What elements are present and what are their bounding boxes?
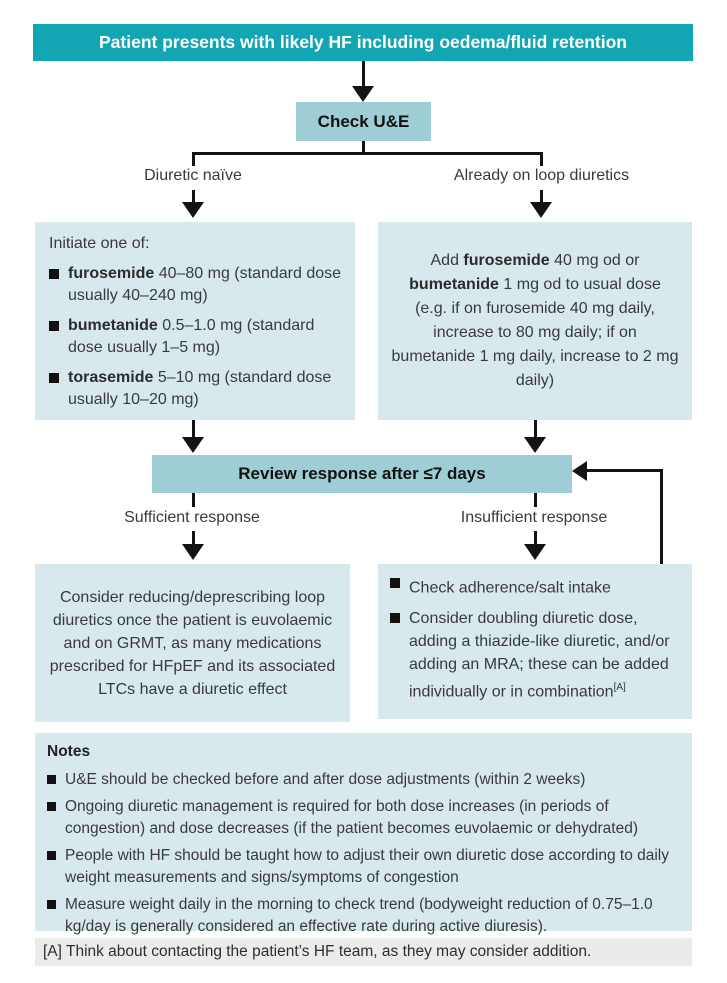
down-arrow-icon (182, 437, 204, 453)
drug-dose: 5–10 mg (standard dose usually 10–20 mg) (68, 369, 332, 408)
list-item (49, 263, 345, 307)
branch-label-diuretic-naive: Diuretic naïve (144, 167, 242, 184)
list-item (49, 367, 345, 411)
note-item-text: Ongoing diuretic management is required for both dose increases (in periods of congestion) and dose decreases (if the patient becomes euvolaemic or dehydrated) (65, 798, 638, 837)
bullet-square-icon (47, 900, 56, 909)
add-loop-diuretic-text (391, 249, 679, 393)
footnote-text: [A] Think about contacting the patient’s HF team, as they may consider addition. (43, 943, 592, 960)
connector-line (534, 531, 537, 545)
bullet-square-icon (390, 578, 400, 588)
add-loop-diuretic-box (378, 222, 692, 420)
drug-name: furosemide (463, 252, 550, 269)
connector-line (534, 493, 537, 507)
notes-panel (35, 733, 692, 935)
insufficient-actions-box (378, 564, 692, 719)
footnote-ref: [A] (613, 682, 626, 694)
down-arrow-icon (524, 544, 546, 560)
text-segment: Consider doubling diuretic dose, adding a thiazide-like diuretic, and/or adding an MRA; these can be added individually or in combination (409, 610, 670, 701)
connector-line (192, 531, 195, 545)
down-arrow-icon (182, 202, 204, 218)
drug-name: bumetanide (409, 276, 499, 293)
branch-label-already-on-loop: Already on loop diuretics (453, 167, 630, 184)
header-banner (33, 24, 693, 61)
check-ue-node (296, 102, 431, 141)
list-item-text (68, 315, 345, 359)
footnote-bar (35, 938, 692, 966)
note-item (47, 769, 680, 791)
list-item (49, 315, 345, 359)
down-arrow-icon (352, 86, 374, 102)
connector-line (192, 152, 543, 155)
connector-line (192, 493, 195, 507)
list-item (390, 607, 684, 703)
note-item (47, 845, 680, 888)
review-response-node (152, 455, 572, 493)
feedback-line (585, 469, 663, 472)
drug-dose: 40–80 mg (standard dose usually 40–240 mg) (68, 265, 342, 304)
note-item-text: Measure weight daily in the morning to check trend (bodyweight reduction of 0.75–1.0 kg/day is generally considered an effective rate during active diuresis). (65, 896, 653, 935)
initiate-intro: Initiate one of: (49, 235, 150, 252)
header-title: Patient presents with likely HF including oedema/fluid retention (99, 32, 627, 52)
connector-line (540, 152, 543, 166)
drug-name: furosemide (68, 265, 155, 282)
text-segment: Check adherence/salt intake (409, 579, 611, 597)
down-arrow-icon (530, 202, 552, 218)
initiate-box (35, 222, 355, 420)
list-item-text (409, 607, 684, 703)
bullet-square-icon (47, 851, 56, 860)
bullet-square-icon (47, 775, 56, 784)
list-item (390, 572, 684, 599)
down-arrow-icon (182, 544, 204, 560)
connector-line (534, 420, 537, 438)
list-item-text (68, 263, 345, 307)
notes-title: Notes (47, 743, 91, 760)
note-item (47, 894, 680, 937)
sufficient-response-label: Sufficient response (124, 509, 260, 526)
bullet-square-icon (49, 269, 59, 279)
list-item-text (68, 367, 345, 411)
check-ue-label: Check U&E (317, 111, 410, 131)
note-item (47, 796, 680, 839)
text-segment: Add (430, 252, 464, 269)
bullet-square-icon (49, 321, 59, 331)
text-segment: 40 mg od or (549, 252, 640, 269)
feedback-line (660, 469, 663, 565)
down-arrow-icon (524, 437, 546, 453)
drug-name: torasemide (68, 369, 154, 386)
deprescribe-box (35, 564, 350, 722)
bullet-square-icon (47, 802, 56, 811)
review-response-label: Review response after ≤7 days (238, 464, 486, 483)
list-item-text (409, 572, 611, 599)
connector-line (362, 61, 365, 88)
drug-name: bumetanide (68, 317, 158, 334)
note-item-text: U&E should be checked before and after dose adjustments (within 2 weeks) (65, 770, 586, 788)
connector-line (192, 152, 195, 166)
note-item-text: People with HF should be taught how to adjust their own diuretic dose according to daily weight measurements and signs/symptoms of congestion (65, 847, 669, 886)
bullet-square-icon (49, 373, 59, 383)
insufficient-response-label: Insufficient response (460, 509, 608, 526)
bullet-square-icon (390, 613, 400, 623)
drug-dose: 0.5–1.0 mg (standard dose usually 1–5 mg) (68, 317, 315, 356)
connector-line (192, 420, 195, 438)
text-segment: 1 mg od to usual dose (e.g. if on furosemide 40 mg daily, increase to 80 mg daily; if on bumetanide 1 mg daily, increase to 2 mg daily) (391, 276, 679, 389)
deprescribe-text: Consider reducing/deprescribing loop diuretics once the patient is euvolaemic and on GRMT, as many medications prescribed for HFpEF and its associated LTCs have a diuretic effect (49, 588, 336, 698)
